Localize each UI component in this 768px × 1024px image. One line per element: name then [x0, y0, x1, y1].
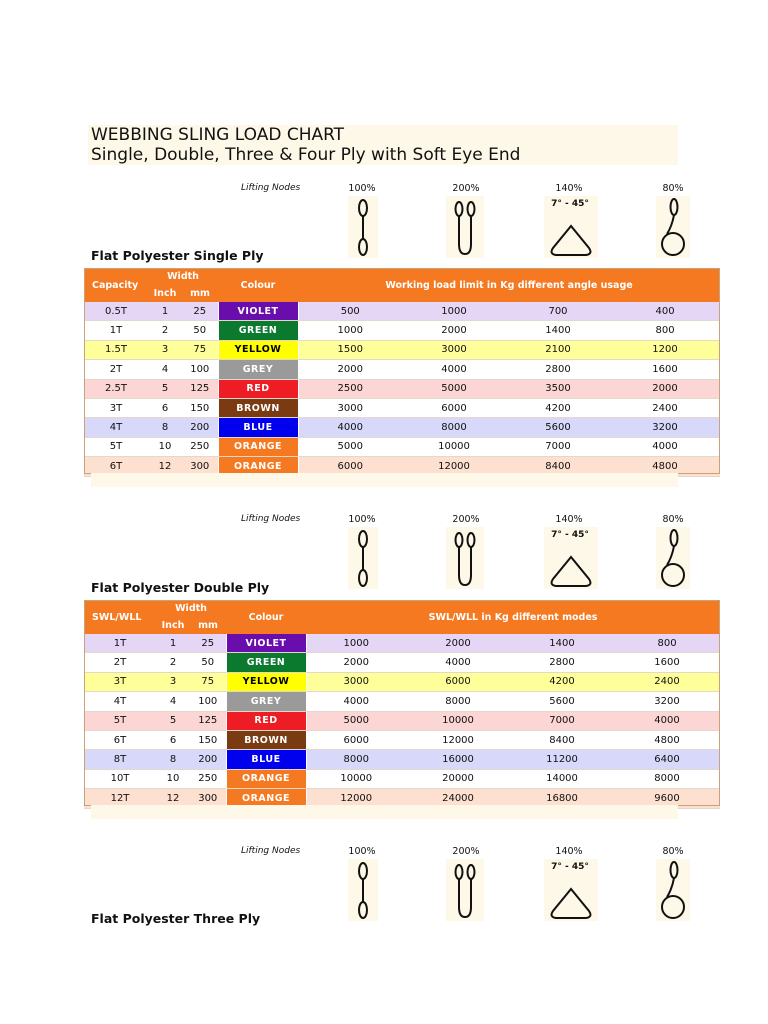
mode-pct-choke: 80%: [662, 514, 684, 525]
capacity-cell: 6T: [84, 457, 148, 476]
load-80-cell: 800: [610, 321, 720, 340]
capacity-cell: 5T: [84, 711, 156, 730]
mode-pct-vertical: 100%: [348, 183, 376, 194]
inch-cell: 10: [156, 769, 190, 788]
inch-cell: 5: [148, 379, 182, 398]
capacity-cell: 10T: [84, 769, 156, 788]
mm-cell: 150: [190, 730, 226, 749]
section-title-three-ply: Flat Polyester Three Ply: [91, 911, 261, 926]
table-row: [84, 769, 720, 788]
load-140-cell: 2800: [510, 653, 614, 672]
load-200-cell: 8000: [406, 692, 510, 711]
colour-cell: BLUE: [218, 418, 298, 437]
colour-cell: YELLOW: [218, 340, 298, 359]
colour-cell: BROWN: [226, 730, 306, 749]
inch-cell: 6: [156, 730, 190, 749]
mm-cell: 250: [182, 437, 218, 456]
load-200-cell: 16000: [406, 750, 510, 769]
header-load: Working load limit in Kg different angle usage: [298, 268, 720, 302]
inch-cell: 1: [148, 302, 182, 321]
mode-pct-angle: 140%: [555, 183, 583, 194]
mm-cell: 125: [182, 379, 218, 398]
colour-cell: ORANGE: [226, 769, 306, 788]
mm-cell: 100: [182, 360, 218, 379]
load-140-cell: 5600: [510, 692, 614, 711]
load-80-cell: 2000: [610, 379, 720, 398]
mode-pct-basket: 200%: [452, 183, 480, 194]
mm-cell: 25: [182, 302, 218, 321]
capacity-cell: 1T: [84, 634, 156, 653]
double-ply-footer-band: [91, 805, 678, 819]
table-row: [84, 672, 720, 691]
colour-cell: YELLOW: [226, 672, 306, 691]
load-140-cell: 4200: [506, 398, 610, 417]
load-80-cell: 3200: [614, 692, 720, 711]
table-row: [84, 634, 720, 653]
basket-lift-icon: [446, 527, 484, 589]
load-100-cell: 4000: [306, 692, 406, 711]
load-80-cell: 4800: [610, 457, 720, 476]
mm-cell: 200: [190, 750, 226, 769]
load-200-cell: 5000: [402, 379, 506, 398]
header-colour: Colour: [226, 600, 306, 634]
load-200-cell: 1000: [402, 302, 506, 321]
colour-cell: GREY: [226, 692, 306, 711]
load-100-cell: 500: [298, 302, 402, 321]
mm-cell: 250: [190, 769, 226, 788]
load-80-cell: 1600: [614, 653, 720, 672]
header-load: SWL/WLL in Kg different modes: [306, 600, 720, 634]
mm-cell: 125: [190, 711, 226, 730]
load-140-cell: 700: [506, 302, 610, 321]
basket-lift-icon: [446, 859, 484, 921]
load-200-cell: 6000: [402, 398, 506, 417]
load-100-cell: 2000: [298, 360, 402, 379]
capacity-cell: 4T: [84, 418, 148, 437]
load-200-cell: 10000: [406, 711, 510, 730]
table-row: [84, 730, 720, 749]
load-100-cell: 2500: [298, 379, 402, 398]
load-100-cell: 10000: [306, 769, 406, 788]
header-width: Width: [156, 600, 226, 617]
table-row: [84, 398, 720, 417]
load-80-cell: 2400: [614, 672, 720, 691]
load-200-cell: 2000: [402, 321, 506, 340]
vertical-lift-icon: [348, 527, 378, 589]
choke-lift-icon: [656, 196, 690, 258]
colour-cell: RED: [218, 379, 298, 398]
load-80-cell: 4000: [610, 437, 720, 456]
table-row: [84, 437, 720, 456]
mm-cell: 200: [182, 418, 218, 437]
inch-cell: 4: [156, 692, 190, 711]
capacity-cell: 6T: [84, 730, 156, 749]
header-colour: Colour: [218, 268, 298, 302]
load-140-cell: 7000: [506, 437, 610, 456]
mode-pct-choke: 80%: [662, 183, 684, 194]
load-140-cell: 8400: [510, 730, 614, 749]
load-100-cell: 3000: [298, 398, 402, 417]
table-row: [84, 379, 720, 398]
colour-cell: VIOLET: [218, 302, 298, 321]
inch-cell: 8: [156, 750, 190, 769]
single-ply-table: [84, 268, 720, 477]
inch-cell: 12: [148, 457, 182, 476]
page-subtitle: Single, Double, Three & Four Ply with Soft Eye End: [91, 145, 521, 165]
table-row: [84, 340, 720, 359]
angle-range-label: 7° - 45°: [551, 530, 589, 540]
load-100-cell: 6000: [298, 457, 402, 476]
double-ply-table: [84, 600, 720, 809]
vertical-lift-icon: [348, 859, 378, 921]
load-140-cell: 16800: [510, 789, 614, 808]
load-140-cell: 1400: [510, 634, 614, 653]
page-title: WEBBING SLING LOAD CHART: [91, 125, 345, 145]
load-200-cell: 12000: [402, 457, 506, 476]
mm-cell: 100: [190, 692, 226, 711]
load-100-cell: 1000: [306, 634, 406, 653]
table-row: [84, 321, 720, 340]
inch-cell: 3: [148, 340, 182, 359]
load-100-cell: 1500: [298, 340, 402, 359]
mode-pct-choke: 80%: [662, 846, 684, 857]
colour-cell: GREEN: [218, 321, 298, 340]
load-100-cell: 2000: [306, 653, 406, 672]
section-title-single-ply: Flat Polyester Single Ply: [91, 248, 264, 263]
load-80-cell: 2400: [610, 398, 720, 417]
capacity-cell: 1.5T: [84, 340, 148, 359]
load-200-cell: 2000: [406, 634, 510, 653]
angle-range-label: 7° - 45°: [551, 862, 589, 872]
single-ply-rows: [84, 302, 720, 476]
load-100-cell: 5000: [298, 437, 402, 456]
choke-lift-icon: [656, 527, 690, 589]
table-row: [84, 418, 720, 437]
capacity-cell: 5T: [84, 437, 148, 456]
load-200-cell: 4000: [402, 360, 506, 379]
inch-cell: 8: [148, 418, 182, 437]
mm-cell: 150: [182, 398, 218, 417]
colour-cell: BROWN: [218, 398, 298, 417]
colour-cell: ORANGE: [218, 457, 298, 476]
load-80-cell: 9600: [614, 789, 720, 808]
angle-range-label: 7° - 45°: [551, 199, 589, 209]
colour-cell: RED: [226, 711, 306, 730]
mode-pct-vertical: 100%: [348, 514, 376, 525]
basket-lift-icon: [446, 196, 484, 258]
capacity-cell: 3T: [84, 672, 156, 691]
load-140-cell: 5600: [506, 418, 610, 437]
mode-pct-angle: 140%: [555, 514, 583, 525]
table-row: [84, 302, 720, 321]
load-80-cell: 1200: [610, 340, 720, 359]
table-row: [84, 711, 720, 730]
inch-cell: 12: [156, 789, 190, 808]
load-140-cell: 4200: [510, 672, 614, 691]
load-200-cell: 20000: [406, 769, 510, 788]
capacity-cell: 1T: [84, 321, 148, 340]
table-row: [84, 653, 720, 672]
header-width: Width: [148, 268, 218, 285]
choke-lift-icon: [656, 859, 690, 921]
inch-cell: 4: [148, 360, 182, 379]
load-140-cell: 3500: [506, 379, 610, 398]
load-80-cell: 4800: [614, 730, 720, 749]
capacity-cell: 0.5T: [84, 302, 148, 321]
inch-cell: 10: [148, 437, 182, 456]
inch-cell: 5: [156, 711, 190, 730]
load-100-cell: 6000: [306, 730, 406, 749]
load-200-cell: 6000: [406, 672, 510, 691]
load-80-cell: 4000: [614, 711, 720, 730]
inch-cell: 2: [148, 321, 182, 340]
load-100-cell: 3000: [306, 672, 406, 691]
inch-cell: 2: [156, 653, 190, 672]
load-80-cell: 800: [614, 634, 720, 653]
load-140-cell: 14000: [510, 769, 614, 788]
colour-cell: GREY: [218, 360, 298, 379]
section-title-double-ply: Flat Polyester Double Ply: [91, 580, 270, 595]
inch-cell: 3: [156, 672, 190, 691]
mm-cell: 300: [190, 789, 226, 808]
capacity-cell: 8T: [84, 750, 156, 769]
mode-pct-angle: 140%: [555, 846, 583, 857]
load-200-cell: 8000: [402, 418, 506, 437]
table-row: [84, 360, 720, 379]
load-100-cell: 4000: [298, 418, 402, 437]
load-100-cell: 12000: [306, 789, 406, 808]
load-200-cell: 3000: [402, 340, 506, 359]
header-inch: Inch: [156, 617, 190, 634]
header-swl: SWL/WLL: [84, 600, 156, 634]
capacity-cell: 2T: [84, 360, 148, 379]
load-80-cell: 8000: [614, 769, 720, 788]
load-100-cell: 1000: [298, 321, 402, 340]
mm-cell: 50: [182, 321, 218, 340]
load-140-cell: 11200: [510, 750, 614, 769]
lifting-nodes-label: Lifting Nodes: [241, 183, 301, 193]
colour-cell: GREEN: [226, 653, 306, 672]
mode-pct-basket: 200%: [452, 846, 480, 857]
mm-cell: 75: [182, 340, 218, 359]
capacity-cell: 12T: [84, 789, 156, 808]
load-200-cell: 4000: [406, 653, 510, 672]
inch-cell: 6: [148, 398, 182, 417]
capacity-cell: 2.5T: [84, 379, 148, 398]
header-capacity: Capacity: [84, 268, 148, 302]
header-mm: mm: [190, 617, 226, 634]
mm-cell: 25: [190, 634, 226, 653]
inch-cell: 1: [156, 634, 190, 653]
load-80-cell: 3200: [610, 418, 720, 437]
colour-cell: ORANGE: [218, 437, 298, 456]
load-100-cell: 5000: [306, 711, 406, 730]
vertical-lift-icon: [348, 196, 378, 258]
colour-cell: BLUE: [226, 750, 306, 769]
mode-pct-vertical: 100%: [348, 846, 376, 857]
colour-cell: VIOLET: [226, 634, 306, 653]
colour-cell: ORANGE: [226, 789, 306, 808]
load-200-cell: 10000: [402, 437, 506, 456]
mm-cell: 75: [190, 672, 226, 691]
header-inch: Inch: [148, 285, 182, 302]
load-140-cell: 8400: [506, 457, 610, 476]
mode-pct-basket: 200%: [452, 514, 480, 525]
capacity-cell: 3T: [84, 398, 148, 417]
header-mm: mm: [182, 285, 218, 302]
load-80-cell: 400: [610, 302, 720, 321]
table-row: [84, 750, 720, 769]
load-140-cell: 2100: [506, 340, 610, 359]
capacity-cell: 4T: [84, 692, 156, 711]
load-140-cell: 2800: [506, 360, 610, 379]
mm-cell: 300: [182, 457, 218, 476]
load-200-cell: 12000: [406, 730, 510, 749]
capacity-cell: 2T: [84, 653, 156, 672]
lifting-nodes-label: Lifting Nodes: [241, 514, 301, 524]
load-140-cell: 7000: [510, 711, 614, 730]
table-row: [84, 692, 720, 711]
load-80-cell: 6400: [614, 750, 720, 769]
mm-cell: 50: [190, 653, 226, 672]
load-100-cell: 8000: [306, 750, 406, 769]
load-140-cell: 1400: [506, 321, 610, 340]
single-ply-footer-band: [91, 473, 678, 487]
double-ply-rows: [84, 634, 720, 808]
lifting-nodes-label: Lifting Nodes: [241, 846, 301, 856]
load-200-cell: 24000: [406, 789, 510, 808]
load-80-cell: 1600: [610, 360, 720, 379]
